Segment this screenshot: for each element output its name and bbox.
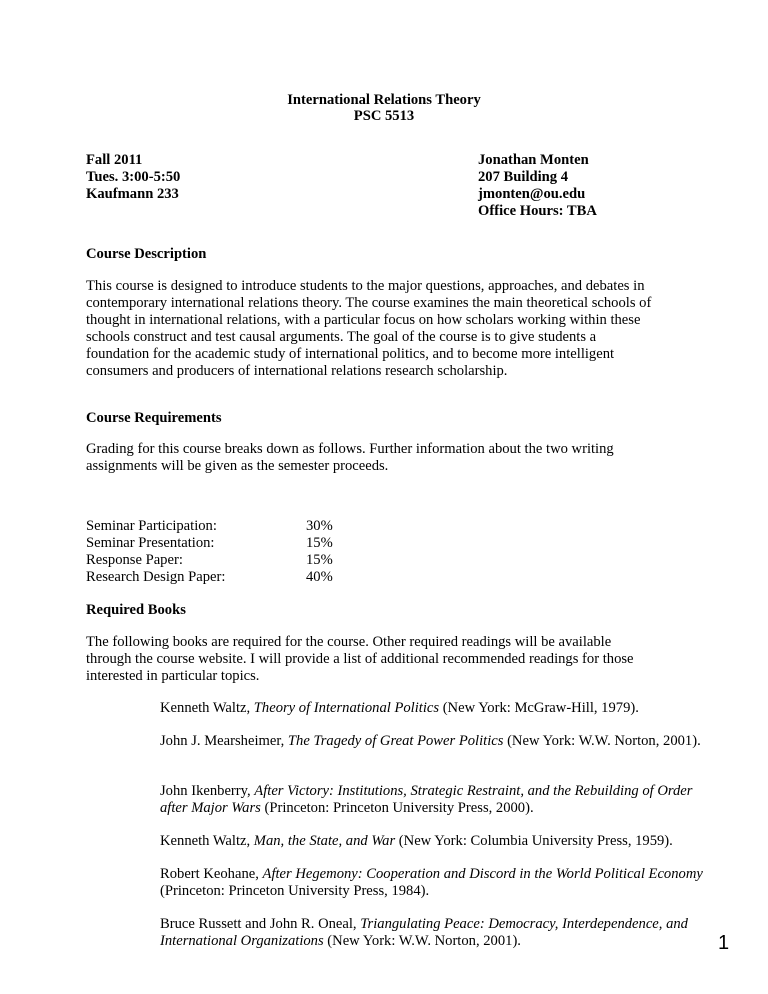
required-books-text [86, 634, 686, 685]
course-description-heading: Course Description [86, 246, 207, 262]
book-publication: (New York: W.W. Norton, 2001). [323, 933, 521, 949]
book-publication: (New York: McGraw-Hill, 1979). [439, 700, 639, 716]
course-title: International Relations Theory [287, 92, 481, 108]
course-requirements-heading: Course Requirements [86, 410, 222, 426]
paragraph-line: consumers and producers of international relations research scholarship. [86, 363, 508, 379]
instructor-email: jmonten@ou.edu [478, 186, 586, 202]
paragraph-line: foundation for the academic study of international politics, and to become more intelligent [86, 346, 615, 362]
book-author: Robert Keohane, [160, 866, 263, 882]
book-entry [160, 733, 720, 750]
grade-value: 15% [306, 552, 333, 568]
grade-value: 15% [306, 535, 333, 551]
book-publication: (Princeton: Princeton University Press, 1984). [160, 883, 430, 899]
book-title: After Hegemony: Cooperation and Discord in the World Political Economy [262, 866, 703, 882]
course-term: Fall 2011 [86, 152, 143, 168]
instructor-name: Jonathan Monten [478, 152, 589, 168]
paragraph-line: The following books are required for the course. Other required readings will be available [86, 634, 612, 650]
book-title: Triangulating Peace: Democracy, Interdependence, and International Organizations [160, 916, 688, 949]
course-time: Tues. 3:00-5:50 [86, 169, 181, 185]
paragraph-line: Grading for this course breaks down as follows. Further information about the two writing [86, 441, 614, 457]
course-code: PSC 5513 [353, 108, 415, 124]
paragraph-line: schools construct and test causal arguments. The goal of the course is to give students a [86, 329, 597, 345]
grade-value: 40% [306, 569, 333, 585]
paragraph-line: This course is designed to introduce students to the major questions, approaches, and debates in [86, 278, 645, 294]
book-title: Theory of International Politics [253, 700, 440, 716]
book-author: John Ikenberry, [160, 783, 255, 799]
grade-label: Research Design Paper: [86, 569, 226, 585]
grade-value: 30% [306, 518, 333, 534]
book-author: Kenneth Waltz, [160, 700, 254, 716]
grade-row [86, 569, 333, 586]
paragraph-line: interested in particular topics. [86, 668, 260, 684]
paragraph-line: contemporary international relations theory. The course examines the main theoretical schools of [86, 295, 652, 311]
course-info [86, 152, 180, 203]
book-author: Kenneth Waltz, [160, 833, 254, 849]
course-requirements-text [86, 441, 686, 475]
book-title: After Victory: Institutions, Strategic Restraint, and the Rebuilding of Order after Major Wars [160, 783, 693, 816]
book-entry [160, 916, 720, 950]
grade-row [86, 535, 333, 552]
instructor-info [478, 152, 597, 220]
book-author: Bruce Russett and John R. Oneal, [160, 916, 361, 932]
book-title: The Tragedy of Great Power Politics [287, 733, 504, 749]
book-entry [160, 783, 720, 817]
grading-breakdown [86, 518, 333, 586]
book-entry [160, 833, 720, 850]
course-description-text [86, 278, 686, 380]
grade-label: Seminar Presentation: [86, 535, 215, 551]
paragraph-line: assignments will be given as the semester proceeds. [86, 458, 389, 474]
book-publication: (New York: W.W. Norton, 2001). [503, 733, 701, 749]
course-location: Kaufmann 233 [86, 186, 179, 202]
book-title: Man, the State, and War [253, 833, 396, 849]
grade-row [86, 518, 333, 535]
required-books-heading: Required Books [86, 602, 186, 618]
grade-row [86, 552, 333, 569]
book-author: John J. Mearsheimer, [160, 733, 288, 749]
paragraph-line: thought in international relations, with a particular focus on how scholars working within these [86, 312, 641, 328]
book-publication: (New York: Columbia University Press, 1959). [395, 833, 673, 849]
book-entry [160, 866, 720, 900]
grade-label: Response Paper: [86, 552, 183, 568]
instructor-office: 207 Building 4 [478, 169, 569, 185]
book-publication: (Princeton: Princeton University Press, 2000). [260, 800, 534, 816]
book-entry [160, 700, 720, 717]
paragraph-line: through the course website. I will provide a list of additional recommended readings for those [86, 651, 634, 667]
instructor-office-hours: Office Hours: TBA [478, 203, 597, 219]
page-number: 1 [718, 932, 730, 954]
grade-label: Seminar Participation: [86, 518, 217, 534]
